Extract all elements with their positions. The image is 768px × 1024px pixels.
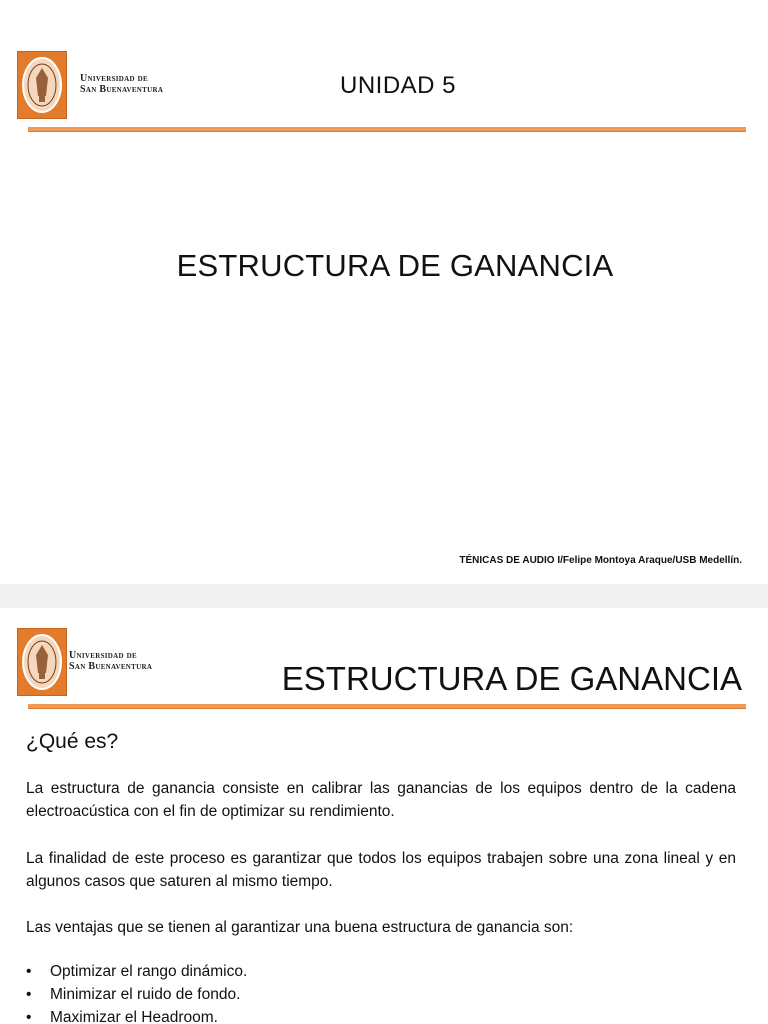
list-item-text: Maximizar el Headroom.	[50, 1009, 218, 1024]
paragraph-purpose: La finalidad de este proceso es garantizar que todos los equipos trabajen sobre una zona lineal y en algunos casos que saturen al mismo tiempo.	[26, 850, 736, 890]
slide-2	[0, 608, 768, 1024]
slide-title: ESTRUCTURA DE GANANCIA	[281, 660, 742, 697]
paragraph-advantages: Las ventajas que se tienen al garantizar una buena estructura de ganancia son:	[26, 919, 574, 936]
university-name-line1: Universidad de	[80, 73, 148, 84]
advantages-list	[26, 960, 247, 1024]
bullet-icon: •	[26, 986, 32, 1003]
list-item	[26, 1006, 247, 1024]
list-item-text: Minimizar el ruido de fondo.	[50, 986, 241, 1003]
list-item-text: Optimizar el rango dinámico.	[50, 963, 248, 980]
slide-footer: TÉNICAS DE AUDIO I/Felipe Montoya Araque/USB Medellín.	[459, 555, 742, 566]
header-rule	[28, 127, 746, 132]
university-name	[80, 73, 163, 95]
paragraph-definition: La estructura de ganancia consiste en calibrar las ganancias de los equipos dentro de la cadena electroacústica con el fin de optimizar su rendimiento.	[26, 780, 736, 820]
university-name-line1: Universidad de	[69, 650, 137, 661]
university-seal-icon	[17, 628, 67, 696]
university-seal-icon	[17, 51, 67, 119]
section-heading: ¿Qué es?	[26, 730, 119, 753]
list-item	[26, 960, 247, 983]
university-name-line2: San Buenaventura	[69, 661, 153, 672]
header-rule	[28, 704, 746, 709]
slide-title: ESTRUCTURA DE GANANCIA	[176, 248, 614, 283]
university-name	[69, 650, 152, 672]
university-name-line2: San Buenaventura	[80, 84, 164, 95]
list-item	[26, 983, 247, 1006]
bullet-icon: •	[26, 1009, 32, 1024]
bullet-icon: •	[26, 963, 32, 980]
unit-label: UNIDAD 5	[340, 72, 457, 99]
